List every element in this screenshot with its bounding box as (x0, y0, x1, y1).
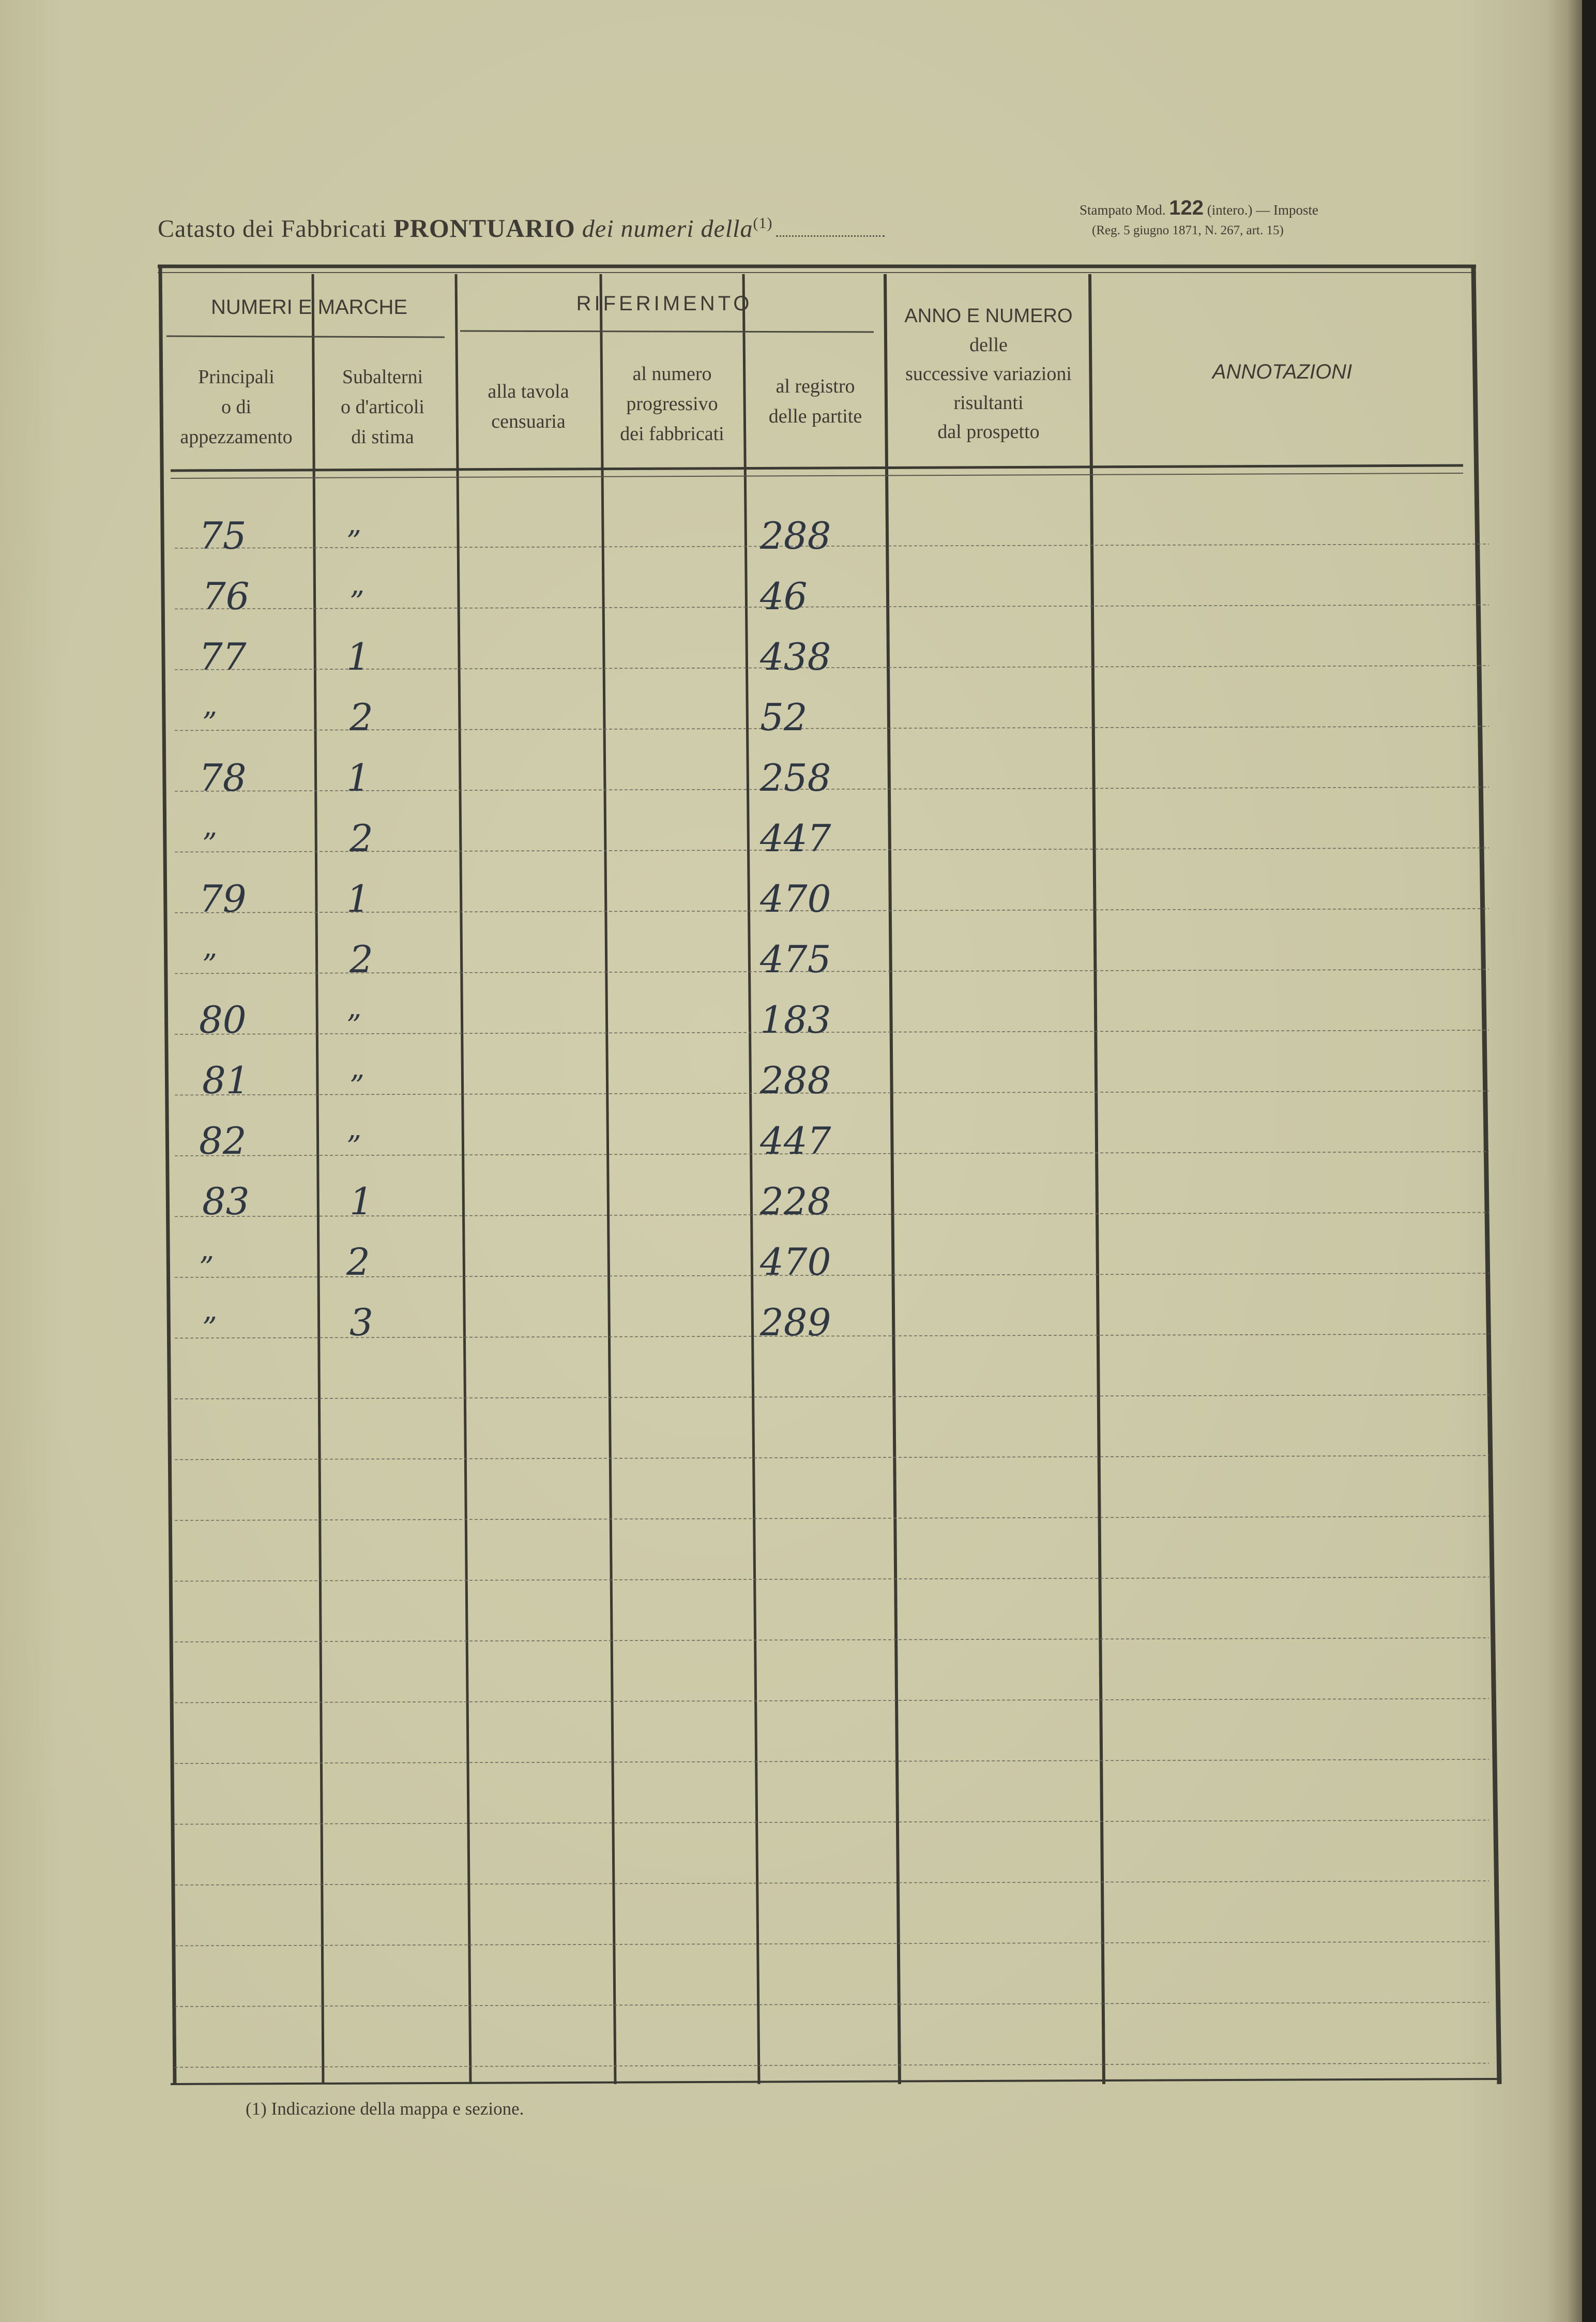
cell-subalterno: ” (346, 525, 361, 559)
cell-registro: 46 (760, 575, 808, 618)
col-principali-line3: appezzamento (180, 426, 293, 448)
print-stamp-line2: (Reg. 5 giugno 1871, N. 267, art. 15) (1092, 223, 1284, 237)
col-annotazioni: ANNOTAZIONI (1212, 360, 1352, 383)
row-ruling-25 (175, 2002, 1489, 2007)
row-ruling-11 (175, 1152, 1489, 1156)
cell-principale: ” (202, 1311, 217, 1345)
row-ruling-10 (175, 1091, 1489, 1095)
cell-registro: 228 (760, 1180, 831, 1223)
row-ruling-3 (175, 666, 1489, 670)
col-subalterni-line2: o d'articoli (341, 396, 424, 418)
col-registro (746, 371, 885, 431)
cell-subalterno: ” (349, 585, 364, 619)
col-registro-line1: al registro (776, 375, 855, 397)
cell-subalterno: ” (346, 1009, 361, 1043)
column-divider-3 (601, 274, 615, 2084)
column-divider-4 (743, 274, 759, 2084)
title-footnote-mark: (1) (753, 215, 773, 232)
table-bottom-border (171, 2079, 1499, 2084)
row-ruling-20 (175, 1699, 1489, 1703)
cell-registro: 438 (760, 635, 831, 678)
cell-subalterno: 2 (349, 817, 373, 860)
title-bold: PRONTUARIO (393, 214, 575, 243)
cell-subalterno: 1 (346, 877, 370, 921)
row-ruling-23 (175, 1881, 1489, 1885)
cell-principale: ” (202, 948, 217, 982)
col-principali (166, 362, 306, 452)
col-tavola-line1: alla tavola (488, 381, 569, 402)
cell-registro: 289 (760, 1301, 831, 1344)
cell-registro: 447 (760, 1119, 831, 1163)
cell-principale: ” (202, 827, 217, 861)
col-progressivo-line1: al numero (632, 363, 712, 385)
group-heading-riferimento: RIFERIMENTO (576, 292, 753, 315)
group-heading-numeri: NUMERI E MARCHE (210, 296, 408, 319)
cell-principale: 79 (199, 877, 247, 921)
col-subalterni-line1: Subalterni (342, 366, 423, 388)
cell-subalterno: 1 (346, 635, 370, 678)
cell-principale: 76 (202, 575, 250, 618)
col-anno-line2: delle (969, 334, 1008, 356)
cell-registro: 52 (760, 696, 808, 739)
col-anno (885, 301, 1092, 446)
stamp-prefix: Stampato Mod. (1080, 202, 1166, 218)
cell-registro: 288 (760, 1059, 831, 1102)
cell-subalterno: ” (346, 1130, 361, 1164)
col-principali-line1: Principali (198, 366, 275, 388)
cell-principale: 80 (199, 998, 247, 1042)
row-ruling-13 (175, 1273, 1489, 1277)
row-ruling-1 (175, 544, 1489, 548)
cell-subalterno: 1 (349, 1180, 373, 1223)
col-subalterni-line3: di stima (351, 426, 414, 448)
row-ruling-7 (175, 909, 1489, 913)
row-ruling-17 (175, 1516, 1489, 1520)
col-anno-line3: successive variazioni (905, 363, 1072, 385)
cell-principale: 81 (202, 1059, 250, 1102)
cell-registro: 258 (760, 756, 831, 800)
cell-principale: ” (202, 706, 217, 740)
row-ruling-18 (175, 1577, 1489, 1581)
row-ruling-16 (175, 1456, 1489, 1460)
column-divider-5 (885, 274, 900, 2084)
cell-registro: 447 (760, 817, 831, 860)
row-ruling-21 (175, 1759, 1489, 1763)
cell-principale: 83 (202, 1180, 250, 1223)
row-ruling-9 (175, 1030, 1489, 1034)
col-tavola-line2: censuaria (491, 411, 566, 432)
col-principali-line2: o di (221, 396, 252, 418)
row-ruling-5 (175, 787, 1489, 791)
col-registro-line2: delle partite (768, 405, 862, 427)
cell-subalterno: 1 (346, 756, 370, 800)
footnote: (1) Indicazione della mappa e sezione. (246, 2099, 524, 2119)
col-progressivo (602, 359, 742, 449)
stamp-suffix: (intero.) — Imposte (1207, 202, 1318, 218)
col-anno-line1: ANNO E NUMERO (904, 305, 1073, 327)
cell-principale: 82 (199, 1119, 247, 1163)
cell-subalterno: 2 (346, 1240, 370, 1284)
cell-registro: 288 (760, 514, 831, 557)
header-bottom-border (171, 465, 1463, 471)
title-prefix: Catasto dei Fabbricati (158, 215, 387, 243)
row-ruling-15 (175, 1395, 1489, 1399)
header-bottom-border-inner (171, 473, 1463, 478)
col-anno-line4: risultanti (953, 392, 1024, 414)
cell-principale: 75 (199, 514, 247, 557)
col-progressivo-line3: dei fabbricati (620, 423, 724, 445)
numeri-group-underline (166, 336, 445, 337)
col-anno-line5: dal prospetto (937, 421, 1040, 443)
col-progressivo-line2: progressivo (626, 393, 718, 415)
column-divider-2 (456, 274, 470, 2084)
cell-subalterno: ” (349, 1069, 364, 1103)
riferimento-group-underline (460, 331, 874, 332)
cell-registro: 475 (760, 938, 831, 981)
cell-principale: 77 (199, 635, 247, 678)
col-subalterni (310, 362, 455, 452)
row-ruling-22 (175, 1820, 1489, 1825)
title-italic: dei numeri della (582, 215, 753, 243)
row-ruling-19 (175, 1638, 1489, 1642)
cell-subalterno: 2 (349, 696, 373, 739)
cell-subalterno: 3 (349, 1301, 373, 1344)
cell-registro: 470 (760, 877, 831, 921)
cell-registro: 183 (760, 998, 831, 1042)
cell-subalterno: 2 (349, 938, 373, 981)
table-right-border (1473, 266, 1499, 2084)
cell-principale: 78 (199, 756, 247, 800)
row-ruling-24 (175, 1942, 1489, 1946)
cell-registro: 470 (760, 1240, 831, 1284)
col-tavola (458, 376, 599, 436)
column-divider-1 (313, 274, 323, 2084)
table-left-border (160, 266, 175, 2084)
row-ruling-2 (175, 605, 1489, 609)
stamp-model-number: 122 (1169, 197, 1204, 219)
row-ruling-26 (175, 2063, 1489, 2068)
cell-principale: ” (199, 1251, 214, 1285)
